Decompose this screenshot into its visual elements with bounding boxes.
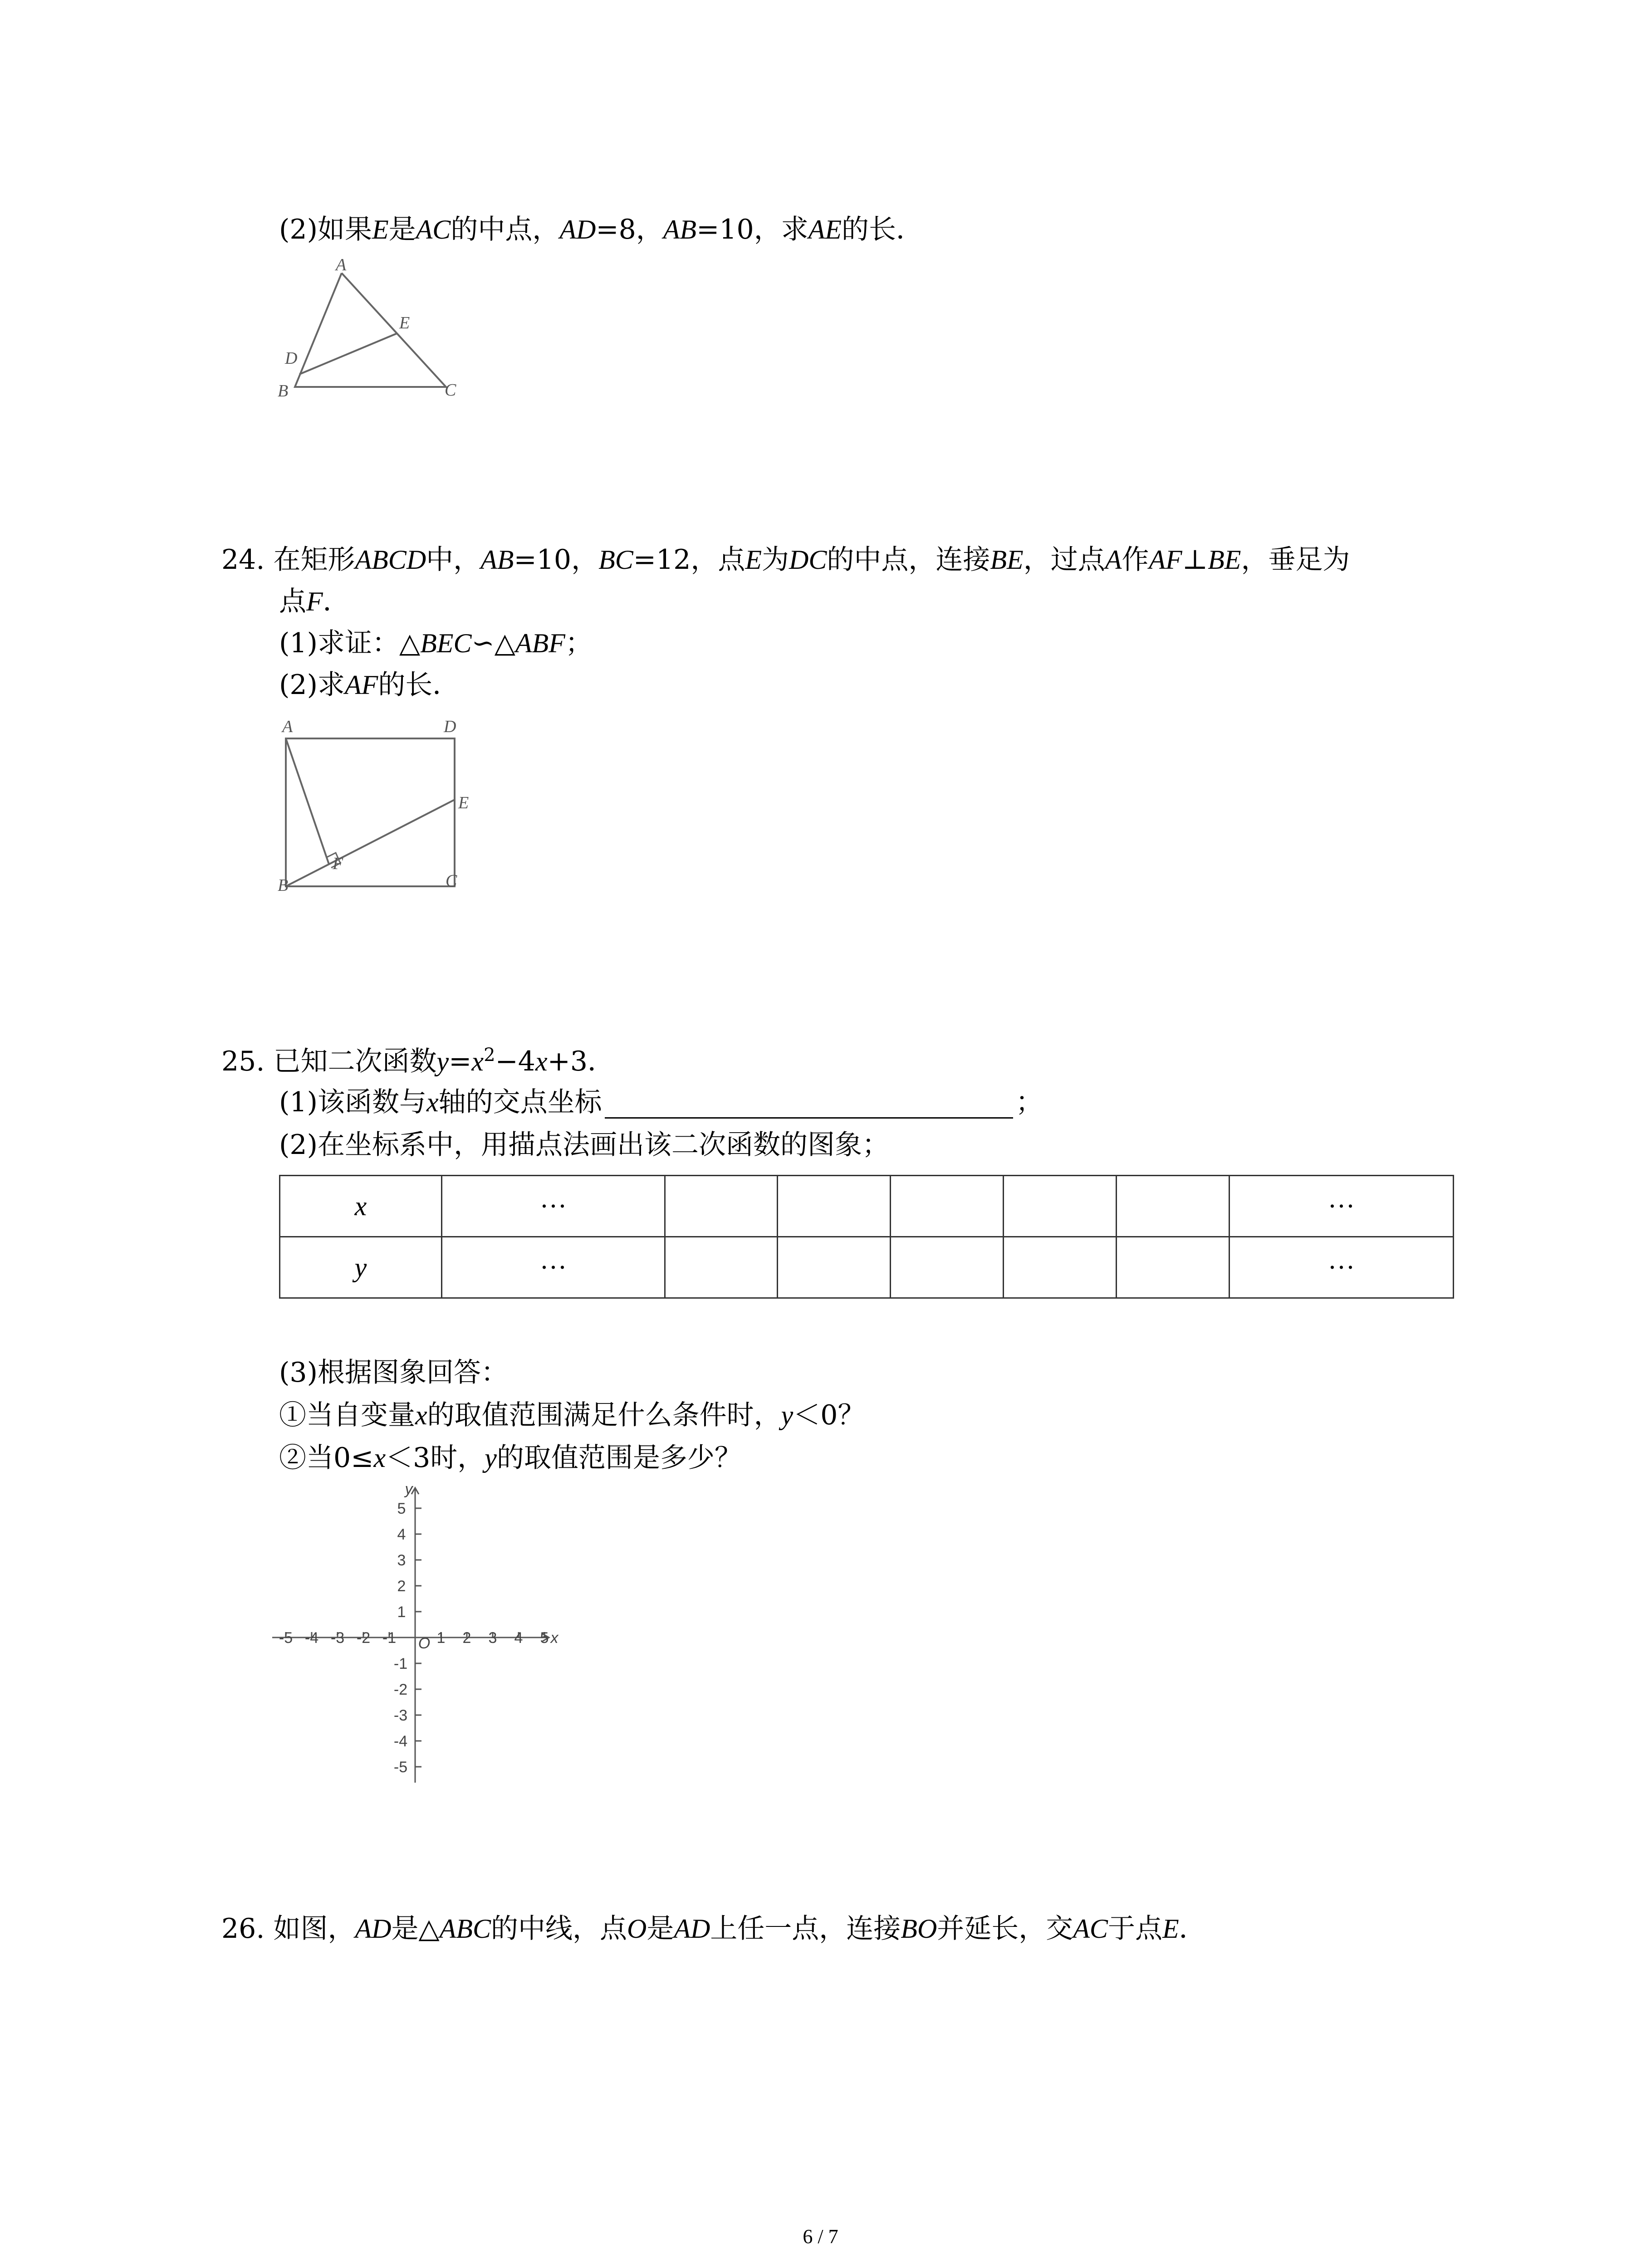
- q25-part1: (1)该函数与x轴的交点坐标 ；: [279, 1086, 1043, 1118]
- y-tick-label: -3: [393, 1707, 408, 1724]
- table-cell[interactable]: [778, 1176, 891, 1237]
- table-cell[interactable]: [1117, 1176, 1230, 1237]
- q24-part1: (1)求证：△BEC∽△ABF；: [279, 627, 593, 659]
- table-cell: ···: [442, 1176, 665, 1237]
- q24-rectangle-figure: [272, 721, 463, 889]
- table-cell: ···: [1230, 1176, 1454, 1237]
- q25-stem: 25. 已知二次函数$y=x^2-4x+3$．: [221, 1045, 615, 1077]
- table-cell[interactable]: [665, 1176, 778, 1237]
- y-tick-label: -1: [393, 1655, 408, 1672]
- table-cell-x-header: x: [280, 1176, 442, 1237]
- x-tick-label: 5: [540, 1629, 549, 1647]
- x-tick-label: 1: [436, 1629, 446, 1647]
- q23-triangle-figure: [272, 254, 463, 408]
- q23-label-E: E: [399, 313, 410, 332]
- q24-label-C: C: [446, 871, 457, 890]
- q25-question-a: ①当自变量x的取值范围满足什么条件时，y＜0？: [279, 1399, 865, 1431]
- y-tick-label: 5: [397, 1500, 406, 1517]
- page-number: 6 / 7: [803, 2225, 838, 2248]
- q25-value-table: [279, 1175, 1454, 1299]
- q24-stem-line2: 点F．: [279, 586, 350, 617]
- y-tick-label: -5: [393, 1759, 408, 1776]
- x-tick-label: 2: [462, 1629, 471, 1647]
- q24-stem-line1: 24. 在矩形ABCD中，AB=10，BC=12，点E为DC的中点，连接BE，过点A作AF⊥BE，垂足为: [221, 544, 1350, 576]
- table-cell: ···: [1230, 1237, 1454, 1298]
- x-axis-label: x: [550, 1629, 558, 1647]
- table-cell[interactable]: [891, 1237, 1004, 1298]
- table-cell[interactable]: [665, 1237, 778, 1298]
- q25-part2: (2)在坐标系中，用描点法画出该二次函数的图象；: [279, 1129, 889, 1161]
- table-row: [280, 1237, 1454, 1298]
- q24-label-E: E: [458, 793, 469, 812]
- q25-coordinate-axes: [272, 1481, 581, 1787]
- y-tick-label: 3: [397, 1552, 406, 1569]
- q23-label-B: B: [278, 381, 289, 401]
- q24-label-F: F: [333, 854, 343, 873]
- x-tick-label: 4: [514, 1629, 523, 1647]
- table-row: [280, 1176, 1454, 1237]
- y-axis-label: y: [405, 1481, 413, 1498]
- y-tick-label: 1: [397, 1603, 406, 1621]
- q23-label-A: A: [336, 255, 347, 274]
- q24-part2: (2)求AF的长．: [279, 669, 460, 701]
- q24-label-D: D: [444, 717, 456, 736]
- q24-label-B: B: [278, 876, 289, 895]
- q24-label-A: A: [282, 717, 293, 736]
- table-cell: ···: [442, 1237, 665, 1298]
- table-cell[interactable]: [1117, 1237, 1230, 1298]
- x-tick-label: -4: [304, 1629, 319, 1647]
- x-tick-label: -2: [356, 1629, 371, 1647]
- q23-part2-text: (2)如果E是AC的中点，AD=8，AB=10，求AE的长．: [279, 214, 924, 245]
- table-cell[interactable]: [1004, 1237, 1117, 1298]
- q26-stem: 26. 如图，AD是△ABC的中线，点O是AD上任一点，连接BO并延长，交AC于点E．: [221, 1913, 1206, 1945]
- q25-answer-blank[interactable]: [605, 1090, 1013, 1119]
- table-cell[interactable]: [778, 1237, 891, 1298]
- y-tick-label: 4: [397, 1526, 406, 1543]
- q23-label-D: D: [285, 349, 298, 368]
- y-tick-label: -4: [393, 1733, 408, 1750]
- q25-part3: (3)根据图象回答：: [279, 1357, 508, 1388]
- q25-question-b: ②当0≤x＜3时，y的取值范围是多少？: [279, 1442, 742, 1474]
- x-tick-label: -3: [330, 1629, 345, 1647]
- x-tick-label: -1: [382, 1629, 397, 1647]
- table-cell-y-header: y: [280, 1237, 442, 1298]
- y-tick-label: -2: [393, 1681, 408, 1698]
- table-cell[interactable]: [891, 1176, 1004, 1237]
- x-tick-label: -5: [279, 1629, 293, 1647]
- y-tick-label: 2: [397, 1578, 406, 1595]
- origin-label: O: [418, 1635, 431, 1652]
- table-cell[interactable]: [1004, 1176, 1117, 1237]
- x-tick-label: 3: [488, 1629, 497, 1647]
- q23-label-C: C: [445, 381, 456, 400]
